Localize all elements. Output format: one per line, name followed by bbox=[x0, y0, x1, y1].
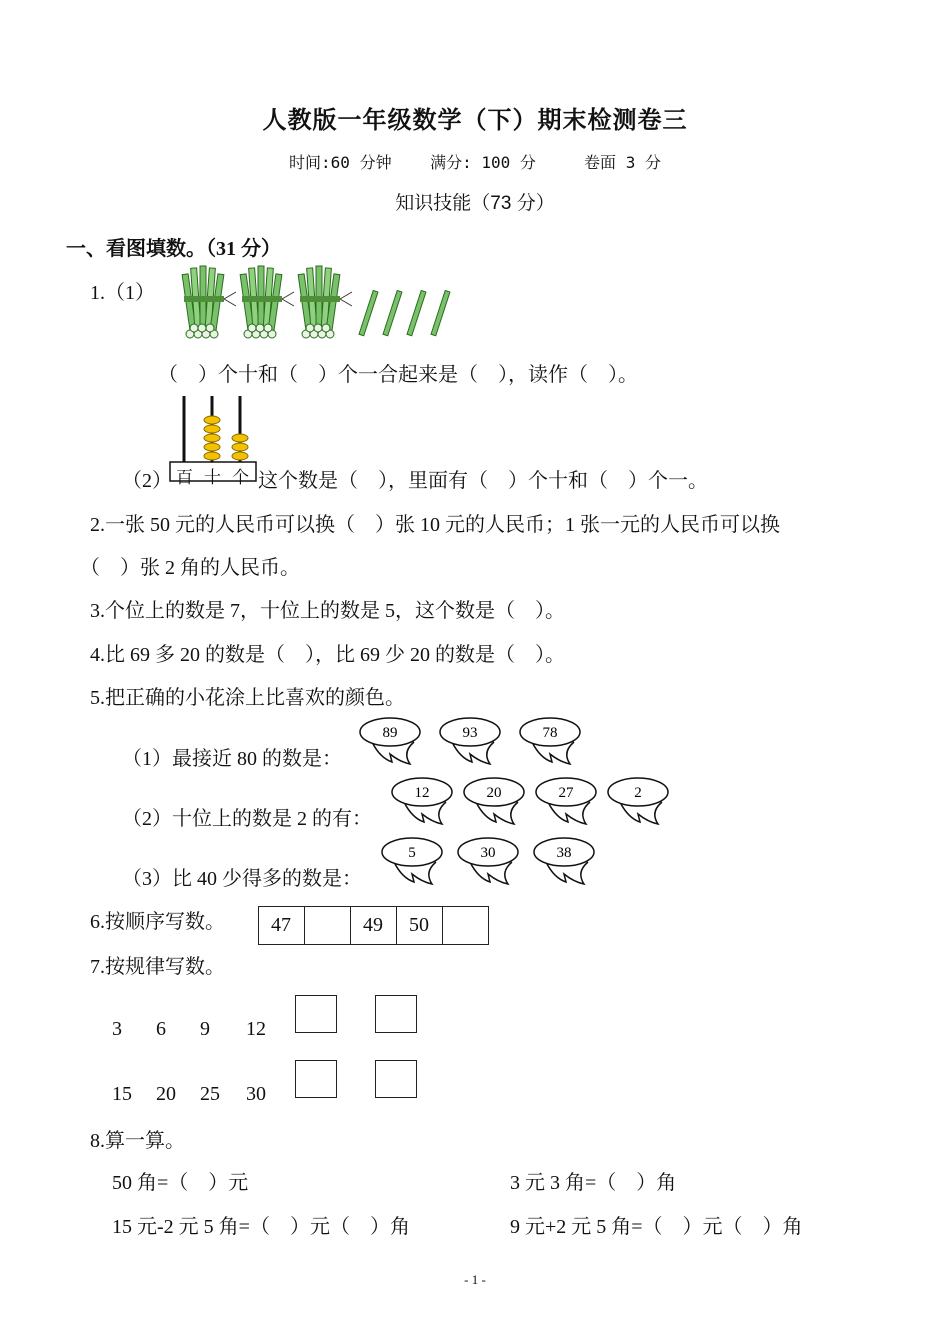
calc-item: 3 元 3 角=（ ）角 bbox=[510, 1172, 677, 1194]
single-stick-icon bbox=[359, 291, 450, 336]
flower-option[interactable] bbox=[440, 718, 500, 764]
flower-option[interactable] bbox=[458, 838, 518, 884]
flower-options bbox=[340, 712, 740, 892]
q2-text-line1: 2.一张 50 元的人民币可以换（ ）张 10 元的人民币；1 张一元的人民币可以换 bbox=[90, 514, 780, 536]
flower-option[interactable] bbox=[520, 718, 580, 764]
flower-option[interactable] bbox=[392, 778, 452, 824]
q1-label: 1.（1） bbox=[90, 282, 155, 304]
q1-part2-label: （2） bbox=[122, 470, 172, 492]
q4-text: 4.比 69 多 20 的数是（ ），比 69 少 20 的数是（ ）。 bbox=[90, 644, 565, 666]
flower-number: 2 bbox=[634, 785, 642, 801]
q8-text: 8.算一算。 bbox=[90, 1130, 185, 1152]
section-subtitle: 知识技能（73 分） bbox=[395, 193, 555, 214]
flower-number: 30 bbox=[480, 845, 496, 861]
exam-meta: 时间:60 分钟 满分: 100 分 卷面 3 分 bbox=[289, 153, 661, 172]
sequence-blank-cell[interactable] bbox=[305, 907, 351, 945]
flower-number: 89 bbox=[382, 725, 398, 741]
flower-number: 27 bbox=[558, 785, 574, 801]
page-number: - 1 - bbox=[464, 1272, 486, 1287]
abacus-label-hundreds: 百 bbox=[176, 468, 193, 487]
pattern-number: 20 bbox=[156, 1083, 176, 1105]
bundles-of-sticks-image bbox=[178, 262, 458, 362]
page-title: 人教版一年级数学（下）期末检测卷三 bbox=[262, 108, 688, 134]
stick-bundle-icon bbox=[240, 266, 294, 338]
section-heading: 一、看图填数。（31 分） bbox=[66, 238, 281, 260]
flower-option[interactable] bbox=[534, 838, 594, 884]
pattern-number: 9 bbox=[200, 1018, 210, 1040]
sequence-cell: 47 bbox=[259, 907, 305, 945]
pattern-number: 15 bbox=[112, 1083, 132, 1105]
pattern-answer-box[interactable] bbox=[295, 1060, 337, 1098]
sequence-blank-cell[interactable] bbox=[443, 907, 489, 945]
calc-item: 15 元-2 元 5 角=（ ）元（ ）角 bbox=[112, 1216, 410, 1238]
flower-option[interactable] bbox=[360, 718, 420, 764]
pattern-answer-box[interactable] bbox=[295, 995, 337, 1033]
q5-sub1-label: （1）最接近 80 的数是： bbox=[122, 748, 342, 770]
flower-option[interactable] bbox=[536, 778, 596, 824]
sequence-cell: 49 bbox=[351, 907, 397, 945]
calc-item: 9 元+2 元 5 角=（ ）元（ ）角 bbox=[510, 1216, 803, 1238]
q6-text: 6.按顺序写数。 bbox=[90, 911, 225, 933]
q1-part2-text: 这个数是（ ），里面有（ ）个十和（ ）个一。 bbox=[258, 470, 708, 492]
pattern-number: 25 bbox=[200, 1083, 220, 1105]
flower-number: 20 bbox=[486, 785, 502, 801]
number-sequence-table bbox=[258, 906, 489, 945]
pattern-number: 12 bbox=[246, 1018, 266, 1040]
pattern-number: 6 bbox=[156, 1018, 166, 1040]
flower-number: 78 bbox=[542, 725, 558, 741]
abacus-label-ones: 个 bbox=[232, 468, 249, 487]
q5-sub3-label: （3）比 40 少得多的数是： bbox=[122, 868, 362, 890]
q7-text: 7.按规律写数。 bbox=[90, 956, 225, 978]
flower-option[interactable] bbox=[608, 778, 668, 824]
q3-text: 3.个位上的数是 7，十位上的数是 5，这个数是（ ）。 bbox=[90, 600, 565, 622]
q5-sub2-label: （2）十位上的数是 2 的有： bbox=[122, 808, 372, 830]
flower-number: 12 bbox=[414, 785, 430, 801]
flower-number: 93 bbox=[462, 725, 478, 741]
pattern-answer-box[interactable] bbox=[375, 995, 417, 1033]
calc-item: 50 角=（ ）元 bbox=[112, 1172, 249, 1194]
pattern-number: 30 bbox=[246, 1083, 266, 1105]
q5-text: 5.把正确的小花涂上比喜欢的颜色。 bbox=[90, 687, 405, 709]
pattern-number: 3 bbox=[112, 1018, 122, 1040]
flower-option[interactable] bbox=[464, 778, 524, 824]
stick-bundle-icon bbox=[182, 266, 236, 338]
abacus-label-tens: 十 bbox=[204, 468, 221, 487]
flower-option[interactable] bbox=[382, 838, 442, 884]
q2-text-line2: （ ）张 2 角的人民币。 bbox=[80, 557, 300, 579]
sequence-cell: 50 bbox=[397, 907, 443, 945]
q1-part1-text: （ ）个十和（ ）个一合起来是（ ），读作（ ）。 bbox=[158, 364, 638, 386]
stick-bundle-icon bbox=[298, 266, 352, 338]
flower-number: 5 bbox=[408, 845, 416, 861]
pattern-answer-box[interactable] bbox=[375, 1060, 417, 1098]
flower-number: 38 bbox=[556, 845, 572, 861]
